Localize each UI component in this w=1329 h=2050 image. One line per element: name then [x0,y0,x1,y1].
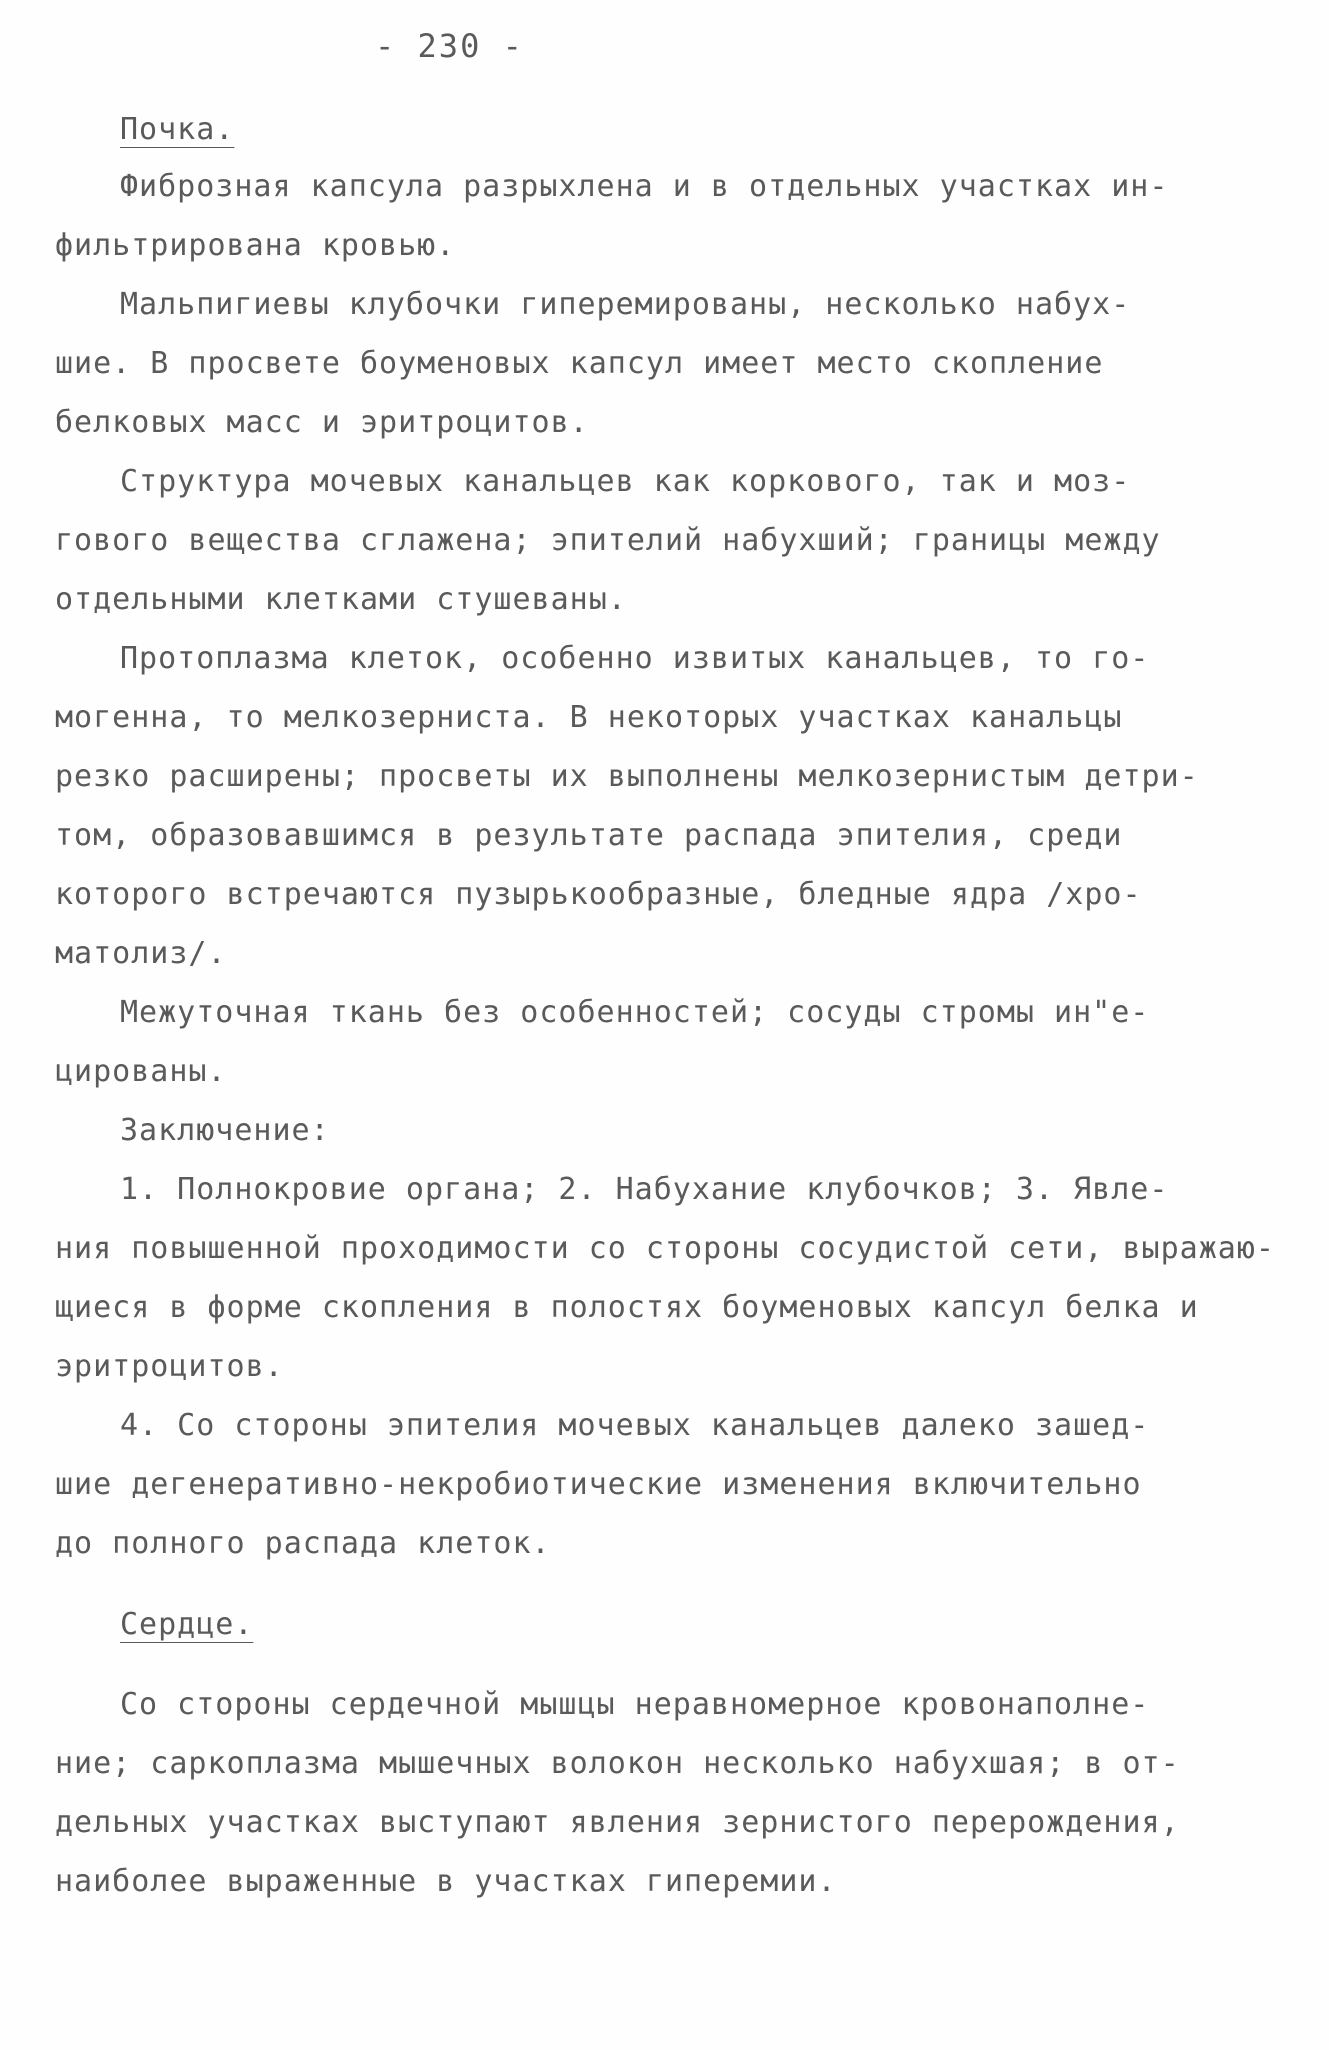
text-line: Со стороны сердечной мышцы неравномерное кровонаполне- [120,1687,1150,1722]
conclusion-label: Заключение: [120,1113,330,1148]
text-line: шие. В просвете боуменовых капсул имеет место скопление [55,346,1104,381]
text-line: эритроцитов. [55,1349,284,1384]
text-line: матолиз/. [55,936,227,971]
text-line: дельных участках выступают явления зернистого перерождения, [55,1805,1180,1840]
text-line: которого встречаются пузырькообразные, бледные ядра /хро- [55,877,1142,912]
text-line: гового вещества сглажена; эпителий набухший; границы между [55,523,1161,558]
section-heading-kidney: Почка. [120,112,235,147]
text-line: 4. Со стороны эпителия мочевых канальцев далеко зашед- [120,1408,1150,1443]
text-line: 1. Полнокровие органа; 2. Набухание клубочков; 3. Явле- [120,1172,1169,1207]
text-line: шие дегенеративно-некробиотические изменения включительно [55,1467,1142,1502]
text-line: ния повышенной проходимости со стороны сосудистой сети, выражаю- [55,1231,1275,1266]
text-line: до полного распада клеток. [55,1526,551,1561]
text-line: Протоплазма клеток, особенно извитых канальцев, то го- [120,641,1150,676]
text-line: могенна, то мелкозерниста. В некоторых участках канальцы [55,700,1123,735]
text-line: фильтрирована кровью. [55,228,456,263]
section-heading-heart: Сердце. [120,1607,254,1642]
text-line: белковых масс и эритроцитов. [55,405,589,440]
text-line: отдельными клетками стушеваны. [55,582,627,617]
text-line: ние; саркоплазма мышечных волокон несколько набухшая; в от- [55,1746,1180,1781]
text-line: Структура мочевых канальцев как коркового, так и моз- [120,464,1131,499]
text-line: щиеся в форме скопления в полостях боуменовых капсул белка и [55,1290,1199,1325]
text-line: Мальпигиевы клубочки гиперемированы, несколько набух- [120,287,1131,322]
text-line: цированы. [55,1054,227,1089]
text-line: резко расширены; просветы их выполнены мелкозернистым детри- [55,759,1199,794]
text-line: Межуточная ткань без особенностей; сосуды стромы ин"е- [120,995,1150,1030]
text-line: наиболее выраженные в участках гиперемии. [55,1864,837,1899]
text-line: Фиброзная капсула разрыхлена и в отдельных участках ин- [120,169,1169,204]
page-number: - 230 - [375,27,524,65]
text-line: том, образовавшимся в результате распада эпителия, среди [55,818,1123,853]
